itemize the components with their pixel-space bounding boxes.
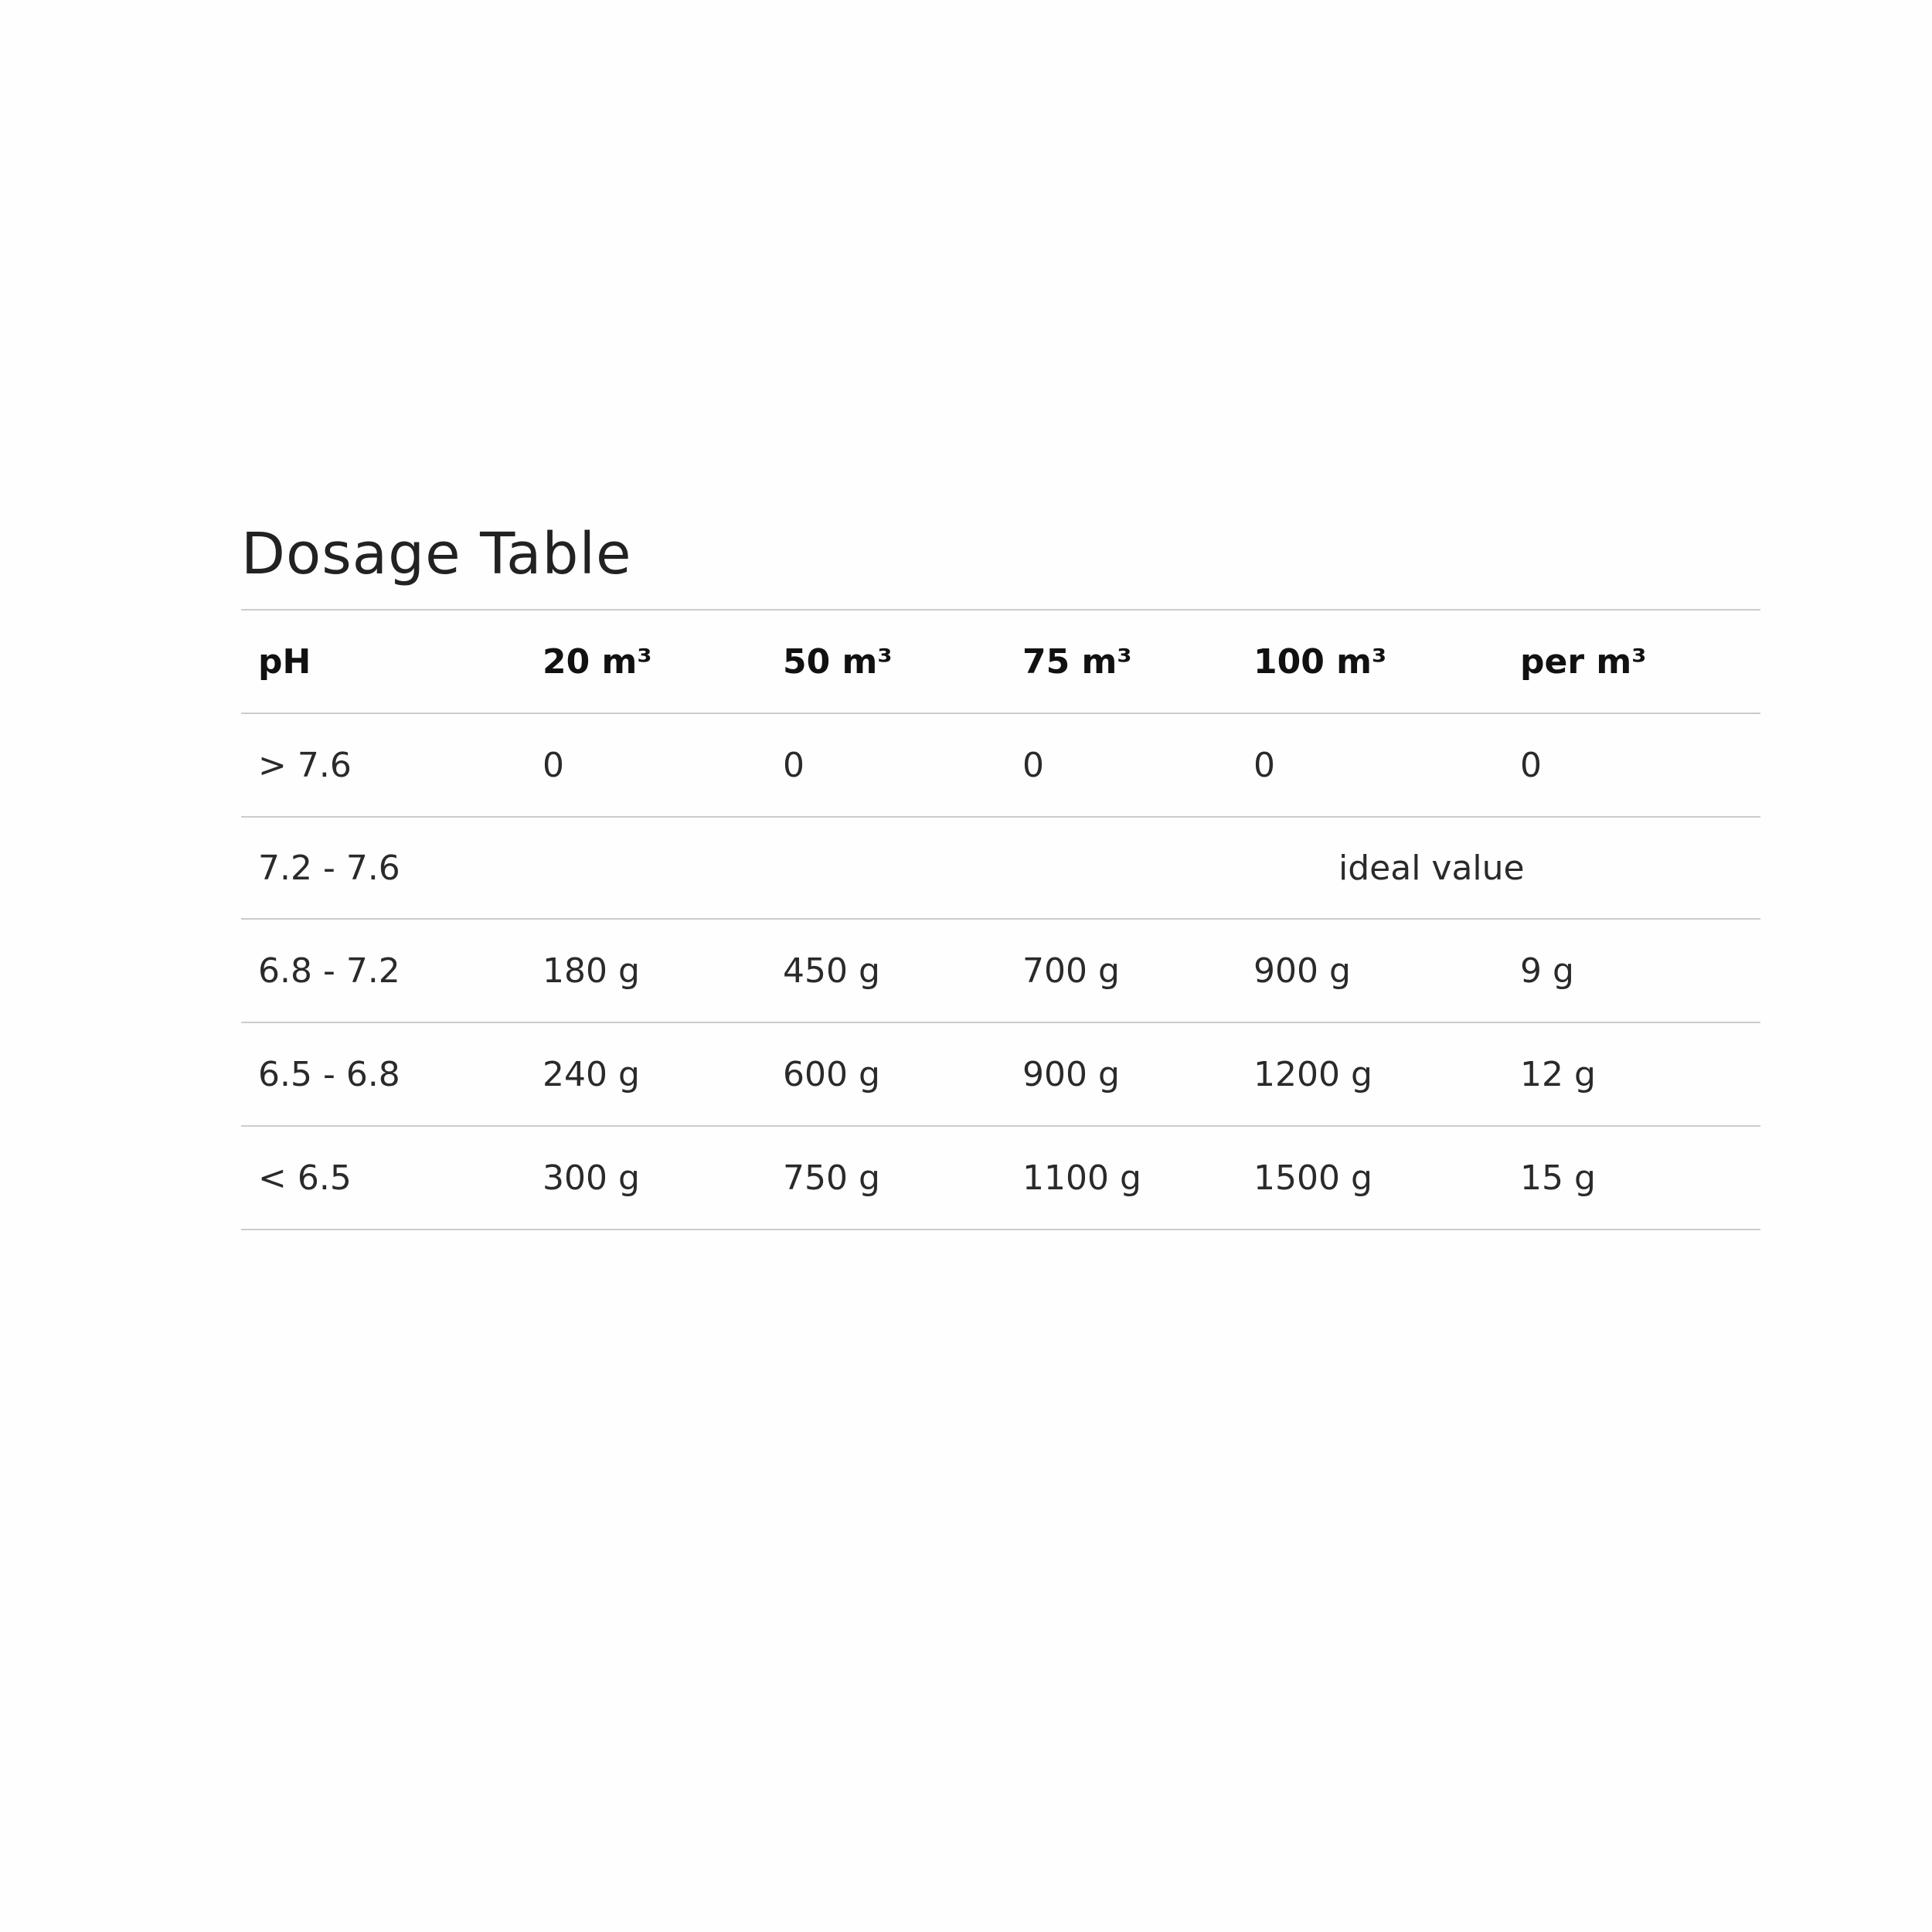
table-cell: 1500 g (1253, 1126, 1520, 1230)
column-header-20m3: 20 m³ (543, 610, 783, 713)
table-cell: 180 g (543, 919, 783, 1022)
table-cell: 0 (1022, 713, 1253, 817)
table-cell: 1100 g (1022, 1126, 1253, 1230)
page-title: Dosage Table (241, 521, 632, 587)
table-cell: 750 g (783, 1126, 1022, 1230)
row-ph-value: 7.2 - 7.6 (241, 817, 543, 919)
table-cell: 0 (543, 713, 783, 817)
table-cell: 0 (783, 713, 1022, 817)
table-cell: 0 (1520, 713, 1760, 817)
column-header-100m3: 100 m³ (1253, 610, 1520, 713)
table-cell: 12 g (1520, 1022, 1760, 1126)
dosage-table (241, 609, 1760, 1230)
table-header-row (241, 610, 1760, 713)
row-ph-value: > 7.6 (241, 713, 543, 817)
table-cell: 900 g (1253, 919, 1520, 1022)
table-row (241, 1126, 1760, 1230)
ideal-value-note: ideal value (543, 817, 1760, 919)
table-cell: 15 g (1520, 1126, 1760, 1230)
row-ph-value: 6.5 - 6.8 (241, 1022, 543, 1126)
table-row (241, 1022, 1760, 1126)
row-ph-value: < 6.5 (241, 1126, 543, 1230)
table-cell: 9 g (1520, 919, 1760, 1022)
table-cell: 700 g (1022, 919, 1253, 1022)
table-cell: 300 g (543, 1126, 783, 1230)
table-row (241, 919, 1760, 1022)
table-cell: 1200 g (1253, 1022, 1520, 1126)
column-header-ph: pH (241, 610, 543, 713)
column-header-per-m3: per m³ (1520, 610, 1760, 713)
table-cell: 0 (1253, 713, 1520, 817)
table-cell: 600 g (783, 1022, 1022, 1126)
column-header-75m3: 75 m³ (1022, 610, 1253, 713)
table-row (241, 817, 1760, 919)
table-cell: 240 g (543, 1022, 783, 1126)
column-header-50m3: 50 m³ (783, 610, 1022, 713)
row-ph-value: 6.8 - 7.2 (241, 919, 543, 1022)
table-cell: 900 g (1022, 1022, 1253, 1126)
table-row (241, 713, 1760, 817)
table-cell: 450 g (783, 919, 1022, 1022)
